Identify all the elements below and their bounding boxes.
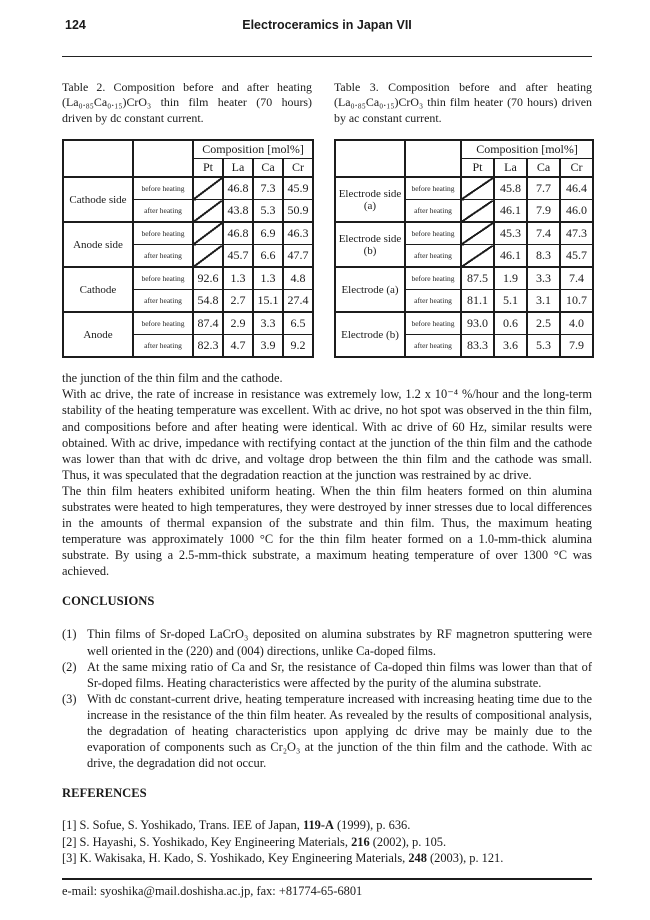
composition-header: Composition [mol%] [461, 140, 593, 159]
phase-label: after heating [133, 335, 193, 358]
item-text: With dc constant-current drive, heating temperature increased with increasing heating time due to the increase in the resistance of the thin film heater. As revealed by the results of compositional analysis, the degradation of heating characteristics upon applying dc drive may be mainly due to the evaporation of components such as Cr₂O₃ at the junction of the thin film and the cathode. With ac drive, the degradation did not occur. [87, 691, 592, 771]
reference-2 [62, 834, 592, 851]
value-cell: 46.8 [223, 177, 253, 200]
item-marker: (3) [62, 691, 77, 706]
row-group-label: Cathode side [63, 177, 133, 222]
value-cell: 87.4 [193, 312, 223, 335]
phase-label: after heating [133, 200, 193, 223]
page-number: 124 [65, 18, 86, 32]
value-cell: 6.6 [253, 245, 283, 268]
value-cell: 82.3 [193, 335, 223, 358]
table2-column [62, 80, 312, 358]
value-cell: 46.8 [223, 222, 253, 245]
paragraph-uniform-heating: The thin film heaters exhibited uniform heating. When the thin film heaters formed on thin alumina substrates were heated to high temperatures, they were destroyed by inner stresses due to local differences in the amounts of thermal expansion of the substrate and thin film. Thus, the maximum heating temperature was approximately 1000 °C for the thin film heater formed on a 1.0-mm-thick alumina substrate. By using a 2.5-mm-thick substrate, a maximum heating temperature of over 1300 °C was achieved. [62, 483, 592, 579]
phase-label: after heating [405, 200, 461, 223]
running-head [62, 18, 592, 34]
value-cell: 45.7 [560, 245, 593, 268]
conclusion-item-2 [62, 659, 592, 691]
references-heading: REFERENCES [62, 786, 147, 801]
references-list [62, 817, 592, 867]
value-cell: 46.4 [560, 177, 593, 200]
phase-label: after heating [133, 245, 193, 268]
row-group-label: Electrode side (a) [335, 177, 405, 222]
reference-volume: 216 [351, 834, 370, 849]
slash-cell [193, 222, 223, 245]
conclusion-item-1 [62, 626, 592, 658]
value-cell: 54.8 [193, 290, 223, 313]
value-cell: 45.9 [283, 177, 313, 200]
value-cell: 7.4 [560, 267, 593, 290]
value-cell: 45.8 [494, 177, 527, 200]
value-cell: 1.9 [494, 267, 527, 290]
table3-column [334, 80, 592, 358]
phase-label: before heating [405, 267, 461, 290]
value-cell: 3.6 [494, 335, 527, 358]
value-cell: 7.9 [527, 200, 560, 223]
column-header-pt: Pt [461, 159, 494, 178]
phase-label: before heating [133, 267, 193, 290]
value-cell: 3.9 [253, 335, 283, 358]
slash-cell [193, 200, 223, 223]
value-cell: 4.8 [283, 267, 313, 290]
reference-1 [62, 817, 592, 834]
row-group-label: Electrode (a) [335, 267, 405, 312]
value-cell: 46.1 [494, 245, 527, 268]
reference-text: [2] S. Hayashi, S. Yoshikado, Key Engineering Materials, [62, 834, 352, 849]
phase-label: before heating [405, 222, 461, 245]
paragraph-ac-drive: With ac drive, the rate of increase in resistance was extremely low, 1.2 x 10⁻⁴ %/hour and the long-term stability of the heating temperature was excellent. With ac drive, no hot spot was observed in the thin film, and compositions before and after heating were identical. With ac drive of 60 Hz, similar results were obtained. With ac drive, impedance with rectifying contact at the junction of the thin film and the cathode was lower than that with dc drive, and voltage drop between the thin film and the cathode was small. Thus, it was speculated that the degradation reaction at the junction was restrained by ac drive. [62, 387, 592, 482]
value-cell: 7.7 [527, 177, 560, 200]
value-cell: 5.1 [494, 290, 527, 313]
table2-caption: Table 2. Composition before and after heating (La₀.₈₅Ca₀.₁₅)CrO₃ thin film heater (70 hours) driven by dc constant current. [62, 80, 312, 125]
value-cell: 8.3 [527, 245, 560, 268]
body-text [62, 370, 592, 579]
phase-label: before heating [405, 177, 461, 200]
slash-cell [193, 177, 223, 200]
value-cell: 46.0 [560, 200, 593, 223]
row-group-label: Cathode [63, 267, 133, 312]
item-text: Thin films of Sr-doped LaCrO₃ deposited on alumina substrates by RF magnetron sputtering were well oriented in the (220) and (004) directions, unlike Ca-doped films. [87, 627, 592, 658]
value-cell: 87.5 [461, 267, 494, 290]
reference-volume: 119-A [302, 818, 334, 833]
slash-cell [461, 177, 494, 200]
value-cell: 46.3 [283, 222, 313, 245]
phase-label: after heating [133, 290, 193, 313]
blank-cell [335, 140, 405, 177]
reference-text: (1999), p. 636. [333, 818, 411, 833]
slash-cell [193, 245, 223, 268]
value-cell: 10.7 [560, 290, 593, 313]
value-cell: 50.9 [283, 200, 313, 223]
value-cell: 45.7 [223, 245, 253, 268]
paragraph-continuation: the junction of the thin film and the cathode. [62, 371, 283, 386]
item-marker: (2) [62, 659, 77, 674]
value-cell: 83.3 [461, 335, 494, 358]
row-group-label: Electrode (b) [335, 312, 405, 357]
column-header-pt: Pt [193, 159, 223, 178]
phase-label: after heating [405, 245, 461, 268]
column-header-ca: Ca [527, 159, 560, 178]
column-header-ca: Ca [253, 159, 283, 178]
table3-caption: Table 3. Composition before and after heating (La₀.₈₅Ca₀.₁₅)CrO₃ thin film heater (70 hours) driven by ac constant current. [334, 80, 592, 125]
value-cell: 92.6 [193, 267, 223, 290]
value-cell: 4.0 [560, 312, 593, 335]
value-cell: 7.9 [560, 335, 593, 358]
value-cell: 46.1 [494, 200, 527, 223]
tables-row [62, 80, 592, 358]
row-group-label: Electrode side (b) [335, 222, 405, 267]
value-cell: 1.3 [223, 267, 253, 290]
blank-cell [63, 140, 133, 177]
phase-label: before heating [133, 177, 193, 200]
phase-label: before heating [405, 312, 461, 335]
contact-info: e-mail: syoshika@mail.doshisha.ac.jp, fax: +81774-65-6801 [62, 884, 363, 899]
item-marker: (1) [62, 627, 77, 642]
column-header-cr: Cr [560, 159, 593, 178]
value-cell: 3.1 [527, 290, 560, 313]
blank-cell [405, 140, 461, 177]
slash-cell [461, 245, 494, 268]
conclusion-item-3 [62, 691, 592, 771]
row-group-label: Anode [63, 312, 133, 357]
column-header-la: La [223, 159, 253, 178]
value-cell: 47.7 [283, 245, 313, 268]
table-3 [334, 139, 594, 358]
value-cell: 2.9 [223, 312, 253, 335]
value-cell: 9.2 [283, 335, 313, 358]
reference-text: (2003), p. 121. [426, 851, 504, 866]
value-cell: 4.7 [223, 335, 253, 358]
blank-cell [133, 140, 193, 177]
column-header-la: La [494, 159, 527, 178]
reference-text: (2002), p. 105. [369, 834, 447, 849]
value-cell: 2.7 [223, 290, 253, 313]
value-cell: 3.3 [253, 312, 283, 335]
reference-volume: 248 [408, 851, 427, 866]
book-title: Electroceramics in Japan VII [242, 18, 412, 32]
item-text: At the same mixing ratio of Ca and Sr, the resistance of Ca-doped thin films was lower than that of Sr-doped films. Heating characteristics were affected by the purity of the alumina substrate. [87, 659, 592, 690]
column-header-cr: Cr [283, 159, 313, 178]
value-cell: 0.6 [494, 312, 527, 335]
value-cell: 81.1 [461, 290, 494, 313]
value-cell: 2.5 [527, 312, 560, 335]
phase-label: before heating [133, 222, 193, 245]
row-group-label: Anode side [63, 222, 133, 267]
value-cell: 6.9 [253, 222, 283, 245]
reference-3 [62, 850, 592, 867]
slash-cell [461, 200, 494, 223]
conclusions-list [62, 626, 592, 771]
value-cell: 5.3 [527, 335, 560, 358]
value-cell: 43.8 [223, 200, 253, 223]
value-cell: 93.0 [461, 312, 494, 335]
value-cell: 3.3 [527, 267, 560, 290]
value-cell: 6.5 [283, 312, 313, 335]
value-cell: 47.3 [560, 222, 593, 245]
value-cell: 7.4 [527, 222, 560, 245]
conclusions-heading: CONCLUSIONS [62, 594, 155, 609]
phase-label: before heating [133, 312, 193, 335]
value-cell: 27.4 [283, 290, 313, 313]
phase-label: after heating [405, 290, 461, 313]
composition-header: Composition [mol%] [193, 140, 313, 159]
slash-cell [461, 222, 494, 245]
value-cell: 15.1 [253, 290, 283, 313]
header-rule [62, 56, 592, 57]
table-2 [62, 139, 314, 358]
value-cell: 1.3 [253, 267, 283, 290]
reference-text: [3] K. Wakisaka, H. Kado, S. Yoshikado, Key Engineering Materials, [62, 851, 409, 866]
footer-rule [62, 878, 592, 880]
value-cell: 7.3 [253, 177, 283, 200]
value-cell: 5.3 [253, 200, 283, 223]
phase-label: after heating [405, 335, 461, 358]
value-cell: 45.3 [494, 222, 527, 245]
reference-text: [1] S. Sofue, S. Yoshikado, Trans. IEE of Japan, [62, 818, 303, 833]
